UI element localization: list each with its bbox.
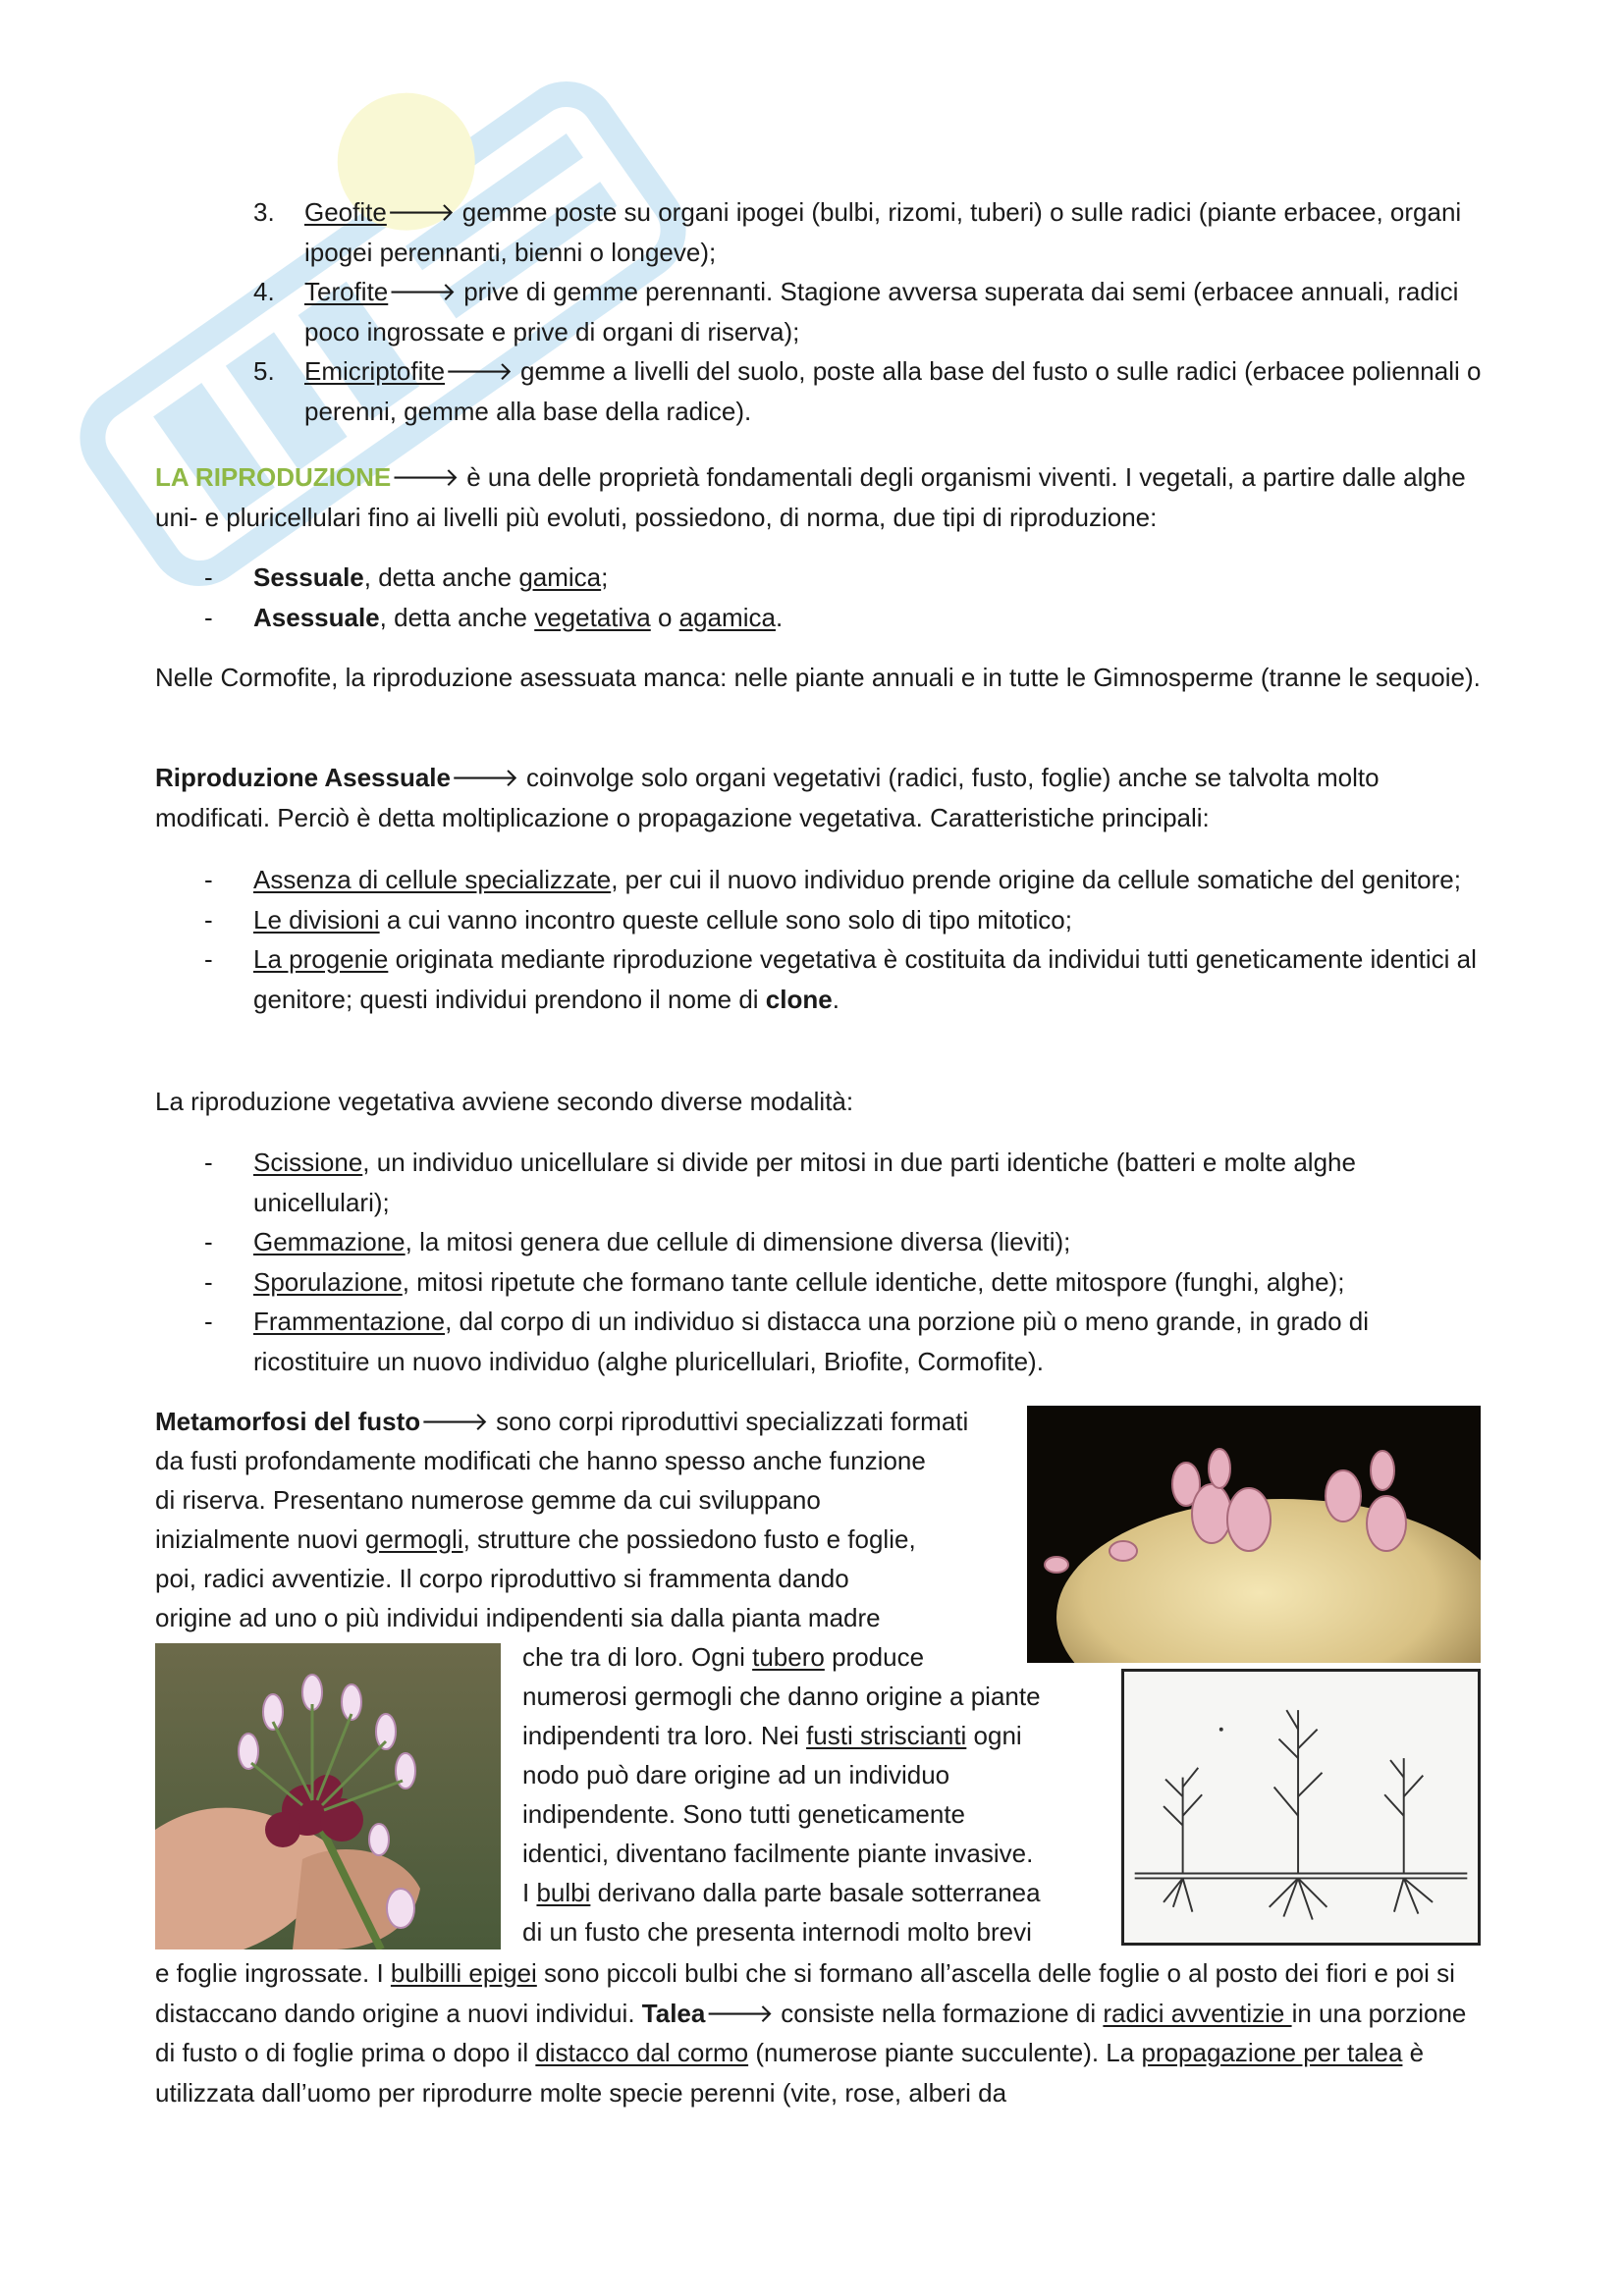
list-item: - Le divisioni a cui vanno incontro queste cellule sono solo di tipo mitotico;	[155, 900, 1483, 940]
list-item: - Gemmazione, la mitosi genera due cellule di dimensione diversa (lieviti);	[155, 1222, 1483, 1262]
bullet-dash: -	[204, 1148, 213, 1177]
characteristics-list	[155, 860, 1483, 1019]
arrow-icon: 🡒	[705, 1998, 775, 2028]
bullet-dash: -	[204, 1266, 213, 1297]
term-link: Geofite	[304, 197, 387, 227]
arrow-icon: 🡒	[445, 356, 514, 386]
list-number: 4.	[253, 277, 275, 306]
section-heading: LA RIPRODUZIONE	[155, 462, 392, 492]
reproduction-types-list	[155, 558, 1483, 637]
bullet-dash: -	[204, 602, 213, 632]
list-item: - Sporulazione, mitosi ripetute che formano tante cellule identiche, dette mitospore (funghi, alghe);	[155, 1262, 1483, 1303]
asessuale-paragraph: Riproduzione Asessuale🡒 coinvolge solo organi vegetativi (radici, fusto, foglie) anche se talvolta molto modificati. Perciò è detta moltiplicazione o propagazione vegetativa. Caratteristiche principali:	[155, 763, 1380, 832]
term-link: Emicriptofite	[304, 356, 446, 386]
list-item: - Assenza di cellule specializzate, per cui il nuovo individuo prende origine da cellule somatiche del genitore;	[155, 860, 1483, 900]
life-forms-list	[155, 192, 1483, 431]
bullet-dash: -	[204, 562, 213, 592]
potato-sprouts-photo	[1027, 1406, 1481, 1663]
term-link: Terofite	[304, 277, 389, 306]
list-item: - Sessuale, detta anche gamica;	[155, 558, 1483, 598]
list-number: 5.	[253, 356, 275, 386]
list-number: 3.	[253, 197, 275, 227]
cormofite-paragraph: Nelle Cormofite, la riproduzione asessuata manca: nelle piante annuali e in tutte le Gimnosperme (tranne le sequoie).	[155, 663, 1481, 692]
arrow-icon: 🡒	[451, 763, 519, 792]
arrow-icon: 🡒	[386, 197, 456, 227]
bullet-dash: -	[204, 865, 213, 894]
arrow-icon: 🡒	[391, 462, 460, 492]
list-item: 5. Emicriptofite🡒 gemme a livelli del suolo, poste alla base del fusto o sulle radici (erbacee poliennali o perenni, gemme alla base della radice).	[155, 351, 1483, 431]
bullet-dash: -	[204, 944, 213, 974]
list-item: - Asessuale, detta anche vegetativa o agamica.	[155, 598, 1483, 638]
list-item: 4. Terofite🡒 prive di gemme perennanti. Stagione avversa superata dai semi (erbacee annuali, radici poco ingrossate e prive di organi di riserva);	[155, 272, 1483, 351]
bulbils-photo	[155, 1643, 501, 1949]
list-item: - Frammentazione, dal corpo di un individuo si distacca una porzione più o meno grande, in grado di ricostituire un nuovo individuo (alghe pluricellulari, Briofite, Cormofite).	[155, 1302, 1483, 1381]
list-item: - La progenie originata mediante riproduzione vegetativa è costituita da individui tutti geneticamente identici al genitore; questi individui prendono il nome di clone.	[155, 939, 1483, 1019]
modalita-intro: La riproduzione vegetativa avviene secondo diverse modalità:	[155, 1087, 854, 1116]
bullet-dash: -	[204, 1307, 213, 1336]
list-item: - Scissione, un individuo unicellulare si divide per mitosi in due parti identiche (batteri e molte alghe unicellulari);	[155, 1143, 1483, 1222]
list-item: 3. Geofite🡒 gemme poste su organi ipogei (bulbi, rizomi, tuberi) o sulle radici (piante erbacee, organi ipogei perennanti, bienni o longeve);	[155, 192, 1483, 272]
arrow-icon: 🡒	[388, 277, 457, 306]
bullet-dash: -	[204, 904, 213, 934]
riproduzione-paragraph: LA RIPRODUZIONE🡒 è una delle proprietà fondamentali degli organismi viventi. I vegetali, a partire dalle alghe uni- e pluricellulari fino ai livelli più evoluti, possiedono, di norma, due tipi di riproduzione:	[155, 462, 1466, 532]
bullet-dash: -	[204, 1227, 213, 1256]
stolon-drawing	[1121, 1669, 1481, 1946]
arrow-icon: 🡒	[420, 1407, 489, 1436]
document-page: 3. Geofite🡒 gemme poste su organi ipogei (bulbi, rizomi, tuberi) o sulle radici (piante erbacee, organi ipogei perennanti, bienni o longeve); 4. Terofite🡒 prive di gemme perennanti. Stagione avversa superata dai semi (erbacee annuali, radici poco ingrossate e prive di organi di riserva); 5. Emicriptofite🡒 gemme a livelli del suolo, poste alla base del fusto o sulle radici (erbacee poliennali o perenni, gemme alla base della radice). LA RIPRODUZIONE🡒 è una delle proprietà fondamentali degli organismi viventi. I vegetali, a partire dalle alghe uni- e pluricellulari fino ai livelli più evoluti, possiedono, di norma, due tipi di riproduzione: - Sessuale, detta anche gamica; - Asessuale, detta anche vegetativa o agamica. Nelle Cormofite, la riproduzione asessuata manca: nelle piante annuali e in tutte le Gimnosperme (tranne le sequoie). Riproduzione Asessuale🡒 coinvolge solo organi vegetativi (radici, fusto, foglie) anche se talvolta molto modificati. Perciò è detta moltiplicazione o propagazione vegetativa. Caratteristiche principali: - Assenza di cellule specializzate, per cui il nuovo individuo prende origine da cellule somatiche del genitore; - Le divisioni a cui vanno incontro queste cellule sono solo di tipo mitotico; - La progenie originata mediante riproduzione vegetativa è costituita da individui tutti geneticamente identici al genitore; questi individui prendono il nome di clone. La riproduzione vegetativa avviene secondo diverse modalità: - Scissione, un individuo unicellulare si divide per mitosi in due parti identiche (batteri e molte alghe unicellulari); - Gemmazione, la mitosi genera due cellule di dimensione diversa (lieviti); - Sporulazione, mitosi ripetute che formano tante cellule identiche, dette mitospore (funghi, alghe); - Frammentazione, dal corpo di un individuo si distacca una porzione più o meno grande, in grado di ricostituire un nuovo individuo (alghe pluricellulari, Briofite, Cormofite). Metamorfosi del fusto🡒 sono corpi riproduttivi specializzati formati da fusti profondamente modificati che hanno spesso anche funzione di riserva. Presentano numerose gemme da cui sviluppano inizialmente nuovi germogli, strutture che possiedono fusto e foglie, poi, radici avventizie. Il corpo riproduttivo si frammenta dando origine ad uno o più individui indipendenti sia dalla pianta madre che tra di loro. Ogni tubero produce numerosi germogli che danno origine a piante indipendenti tra loro. Nei fusti striscianti ogni nodo può dare origine ad un individuo indipendente. Sono tutti geneticamente identici, diventano facilmente piante invasive. I bulbi derivano dalla parte basale sotterranea di un fusto che presenta internodi molto brevi e foglie ingrossate. I bulbilli epigei sono piccoli bulbi che si formano all’ascella delle foglie o al posto dei fiori e poi si distaccano dando origine a nuovi individui. Talea🡒 consiste nella formazione di radici avventizie in una porzione di fusto o di foglie prima o dopo il distacco dal cormo (numerose piante succulente). La propagazione per talea è utilizzata dall’uomo per riprodurre molte specie perenni (vite, rose, alberi da	[0, 0, 1624, 2296]
final-paragraph: e foglie ingrossate. I bulbilli epigei sono piccoli bulbi che si formano all’ascella delle foglie o al posto dei fiori e poi si distaccano dando origine a nuovi individui. Talea🡒 consiste nella formazione di radici avventizie in una porzione di fusto o di foglie prima o dopo il distacco dal cormo (numerose piante succulente). La propagazione per talea è utilizzata dall’uomo per riprodurre molte specie perenni (vite, rose, alberi da	[155, 1958, 1467, 2108]
modalities-list	[155, 1143, 1483, 1381]
